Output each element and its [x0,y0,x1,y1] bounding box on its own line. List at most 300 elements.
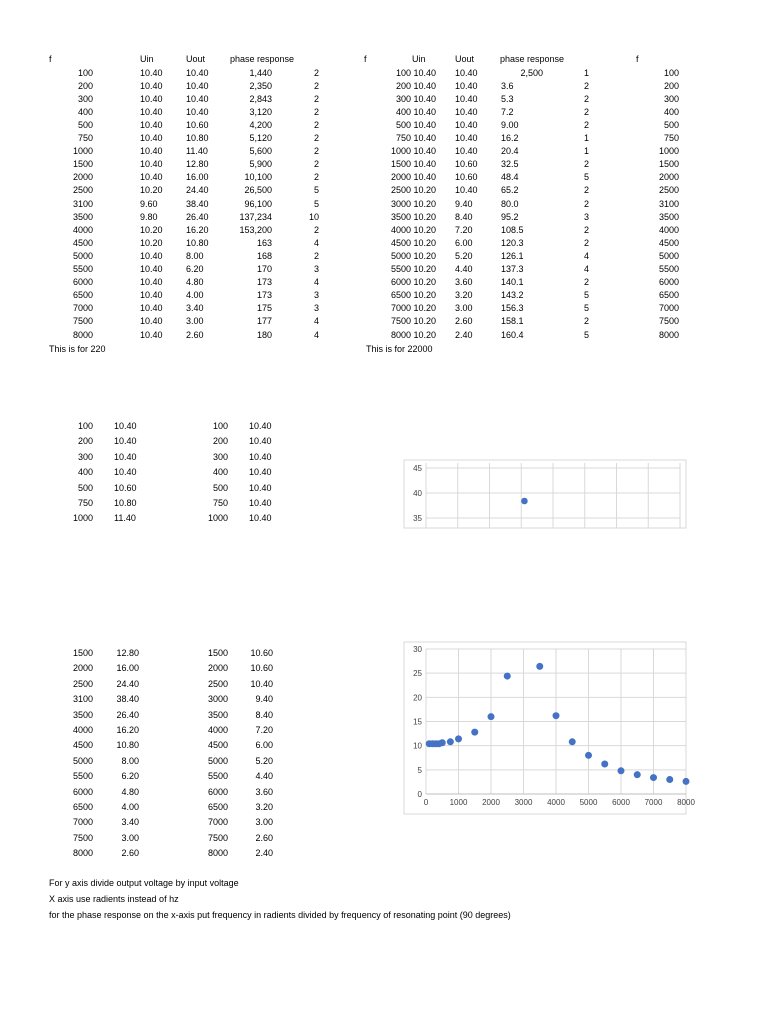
table-cell-count: 2 [583,198,589,209]
table-cell-frequency: 5500 [72,264,93,274]
table-cell-uout: 10.40 [455,185,478,196]
table-cell-frequency: 8000 [72,329,93,340]
table-cell-phase: 175 [256,303,272,314]
pair-frequency: 200 [212,436,228,447]
pair-value: 10.60 [114,482,137,493]
table-header: Uout [455,54,475,64]
table-cell-phase: 1,440 [249,67,272,78]
pair-value: 26.40 [116,709,139,720]
pair-value: 12.80 [116,648,139,658]
table-cell-phase: 2,350 [249,80,272,91]
pair-value: 3.40 [121,817,139,828]
table-cell-phase: 156.3 [501,303,524,314]
pair-frequency: 750 [212,498,228,508]
table-cell-uout: 8.00 [186,250,204,261]
table-cell-uout: 10.40 [455,67,478,78]
table-note: This is for 220 [49,343,106,354]
pair-frequency: 2000 [72,663,93,674]
table-cell-count: 2 [313,106,319,117]
pair-value: 10.80 [114,498,137,508]
table-cell-uin: 10.40 [140,290,163,301]
table-cell-frequency: 7000 [72,303,93,314]
table-cell-uout: 9.40 [455,198,473,209]
x-tick-label: 7000 [644,798,663,807]
table-cell-frequency: 7500 [72,316,93,327]
table-cell-phase: 20.4 [501,146,519,157]
table-cell-uout: 2.40 [455,329,473,340]
table-cell-phase: 163 [256,237,272,248]
table-cell-phase: 5.3 [501,93,514,104]
table-cell-uout: 10.40 [455,106,478,117]
pair-frequency: 4000 [207,725,228,735]
pair-frequency: 100 [77,421,93,431]
table-cell-uin: 10.40 [140,119,163,130]
pair-frequency: 100 [212,421,228,431]
table-cell-uin: 10.20 [140,224,163,235]
table-cell-phase: 170 [256,264,272,274]
table-cell-phase: 180 [256,329,272,340]
pair-value: 10.40 [114,451,137,462]
table-cell-frequency-uin: 1000 10.40 [390,146,436,157]
table-cell-uout: 10.40 [455,80,478,91]
table-cell-uin: 10.20 [140,237,163,248]
pair-frequency: 3500 [207,709,228,720]
table-cell-uout: 2.60 [455,316,473,327]
table-cell-uout: 10.80 [186,133,209,143]
y-tick-label: 45 [413,464,422,473]
data-point [585,752,592,759]
table-cell-phase: 2,843 [249,93,272,104]
table-cell-count: 2 [313,146,319,157]
chart-top-scatter [404,460,686,528]
table-cell-count: 2 [583,93,589,104]
pair-value: 16.00 [116,663,139,674]
data-point [439,739,446,746]
y-tick-label: 0 [417,790,422,799]
table-cell-phase: 10,100 [244,172,272,183]
pair-frequency: 300 [77,451,93,462]
table-cell-count: 1 [583,146,589,157]
pair-value: 10.60 [250,648,273,658]
table-cell-frequency: 7000 [658,303,679,314]
pair-frequency: 7000 [207,817,228,828]
table-cell-phase: 65.2 [501,185,519,196]
pair-value: 6.20 [121,771,139,782]
x-tick-label: 2000 [482,798,500,807]
pair-value: 10.40 [249,421,272,431]
table-cell-frequency: 5000 [658,250,679,261]
table-cell-frequency: 6000 [658,277,679,288]
pair-frequency: 400 [212,467,228,478]
pair-frequency: 8000 [207,848,228,859]
pair-frequency: 6500 [72,802,93,812]
table-cell-frequency: 750 [663,133,679,143]
table-cell-uin: 10.40 [140,250,163,261]
table-cell-frequency-uin: 7000 10.20 [390,303,436,314]
table-cell-frequency-uin: 750 10.40 [395,133,436,143]
pair-frequency: 500 [77,482,93,493]
table-cell-frequency: 2000 [72,172,93,183]
table-cell-uout: 10.40 [455,119,478,130]
table-cell-frequency: 3100 [72,198,93,209]
pair-value: 3.20 [255,802,273,812]
table-cell-uout: 3.00 [186,316,204,327]
pair-value: 3.60 [255,786,273,797]
data-point [569,738,576,745]
table-cell-uout: 6.20 [186,264,204,274]
table-cell-uout: 8.40 [455,211,473,222]
table-cell-phase: 160.4 [501,329,524,340]
data-point [618,767,625,774]
table-cell-phase: 140.1 [501,277,524,288]
pair-frequency: 300 [212,451,228,462]
table-cell-frequency: 5500 [658,264,679,274]
table-cell-frequency: 500 [663,119,679,130]
table-cell-frequency: 7500 [658,316,679,327]
table-cell-count: 2 [583,224,589,235]
pair-frequency: 6000 [72,786,93,797]
table-cell-uin: 10.40 [140,329,163,340]
table-cell-frequency: 8000 [658,329,679,340]
table-cell-count: 2 [313,159,319,170]
table-cell-phase: 5,600 [249,146,272,157]
pair-frequency: 400 [77,467,93,478]
y-tick-label: 40 [413,489,422,498]
table-cell-count: 5 [313,198,319,209]
table-cell-count: 3 [313,290,319,301]
table-cell-count: 3 [583,211,589,222]
pair-frequency: 4000 [72,725,93,735]
table-cell-uin: 10.20 [140,185,163,196]
table-cell-count: 4 [583,264,589,274]
table-cell-uin: 10.40 [140,93,163,104]
table-cell-frequency-uin: 7500 10.20 [390,316,436,327]
pair-value: 10.40 [250,678,273,689]
pair-frequency: 3100 [72,694,93,705]
table-cell-phase: 108.5 [501,224,524,235]
table-cell-phase: 4,200 [249,119,272,130]
table-cell-uout: 10.40 [455,93,478,104]
table-cell-phase: 177 [256,316,272,327]
y-tick-label: 10 [413,741,422,751]
x-tick-label: 6000 [612,798,630,807]
table-cell-count: 10 [308,211,319,222]
table-cell-frequency: 400 [77,106,93,117]
table-cell-phase: 80.0 [501,198,519,209]
pair-value: 5.20 [255,755,273,766]
table-header: f [636,54,639,64]
x-tick-label: 0 [423,798,429,807]
pair-value: 11.40 [114,513,136,524]
table-cell-count: 4 [313,237,319,248]
table-header: f [49,54,52,64]
pair-value: 3.00 [255,817,273,828]
table-cell-phase: 173 [256,277,272,288]
table-cell-uout: 16.00 [186,172,209,183]
pair-value: 2.60 [121,848,139,859]
table-cell-count: 2 [583,185,589,196]
table-cell-uin: 10.40 [140,146,163,157]
pair-frequency: 200 [77,436,93,447]
pair-frequency: 8000 [72,848,93,859]
pair-frequency: 6500 [207,802,228,812]
y-tick-label: 35 [413,514,422,523]
table-header: Uout [186,54,206,64]
x-tick-label: 3000 [514,798,533,807]
table-cell-count: 1 [583,133,589,143]
table-cell-frequency-uin: 2500 10.20 [390,185,436,196]
table-cell-uout: 4.80 [186,277,204,288]
table-cell-frequency: 3500 [72,211,93,222]
table-cell-count: 5 [583,172,589,183]
table-cell-frequency: 4500 [72,237,93,248]
table-cell-count: 2 [313,250,319,261]
table-cell-uin: 10.40 [140,264,163,274]
table-cell-frequency: 500 [77,119,93,130]
table-cell-frequency: 6500 [72,290,93,301]
data-point [634,771,641,778]
table-cell-frequency: 2500 [658,185,679,196]
table-cell-count: 2 [583,159,589,170]
pair-value: 10.40 [249,513,272,524]
x-tick-label: 4000 [547,798,565,807]
table-cell-frequency: 1000 [658,146,679,157]
pair-frequency: 4500 [207,740,228,751]
table-cell-frequency-uin: 100 10.40 [395,67,436,78]
table-cell-count: 2 [313,224,319,235]
table-cell-count: 4 [313,329,319,340]
table-cell-frequency-uin: 400 10.40 [395,106,436,117]
table-cell-frequency-uin: 6500 10.20 [390,290,436,301]
y-tick-label: 25 [413,669,422,679]
table-cell-count: 2 [313,172,319,183]
table-cell-uout: 10.40 [455,146,478,157]
table-cell-frequency: 4000 [658,224,679,235]
y-tick-label: 5 [417,765,422,775]
pair-value: 2.60 [255,832,273,843]
table-cell-uout: 10.40 [186,93,209,104]
table-cell-phase: 143.2 [501,290,524,301]
data-point [683,778,690,785]
pair-frequency: 7500 [72,832,93,843]
table-cell-phase: 168 [256,250,272,261]
table-cell-uout: 10.40 [186,67,209,78]
table-cell-count: 2 [313,133,319,143]
table-cell-frequency: 2500 [72,185,93,196]
table-cell-frequency-uin: 8000 10.20 [390,329,436,340]
table-cell-uout: 10.40 [455,133,478,143]
table-cell-phase: 7.2 [501,106,514,117]
data-point [521,498,528,505]
table-cell-phase: 3.6 [501,80,514,91]
instruction-note: for the phase response on the x-axis put frequency in radients divided by frequency of resonating point (90 degrees) [49,910,511,920]
pair-frequency: 1000 [72,513,93,524]
table-cell-uout: 5.20 [455,250,473,261]
pair-value: 4.40 [255,771,273,782]
table-cell-uout: 38.40 [186,198,209,209]
table-cell-count: 2 [583,80,589,91]
data-point [601,761,608,768]
table-cell-frequency-uin: 3000 10.20 [390,198,436,209]
pair-value: 10.40 [249,498,272,508]
table-cell-uout: 10.60 [186,119,209,130]
table-cell-count: 5 [583,303,589,314]
table-cell-phase: 16.2 [501,133,519,143]
table-cell-frequency-uin: 200 10.40 [395,80,436,91]
table-cell-frequency: 1000 [72,146,93,157]
table-cell-uin: 10.40 [140,80,163,91]
instruction-note: X axis use radients instead of hz [49,894,179,904]
table-header: phase response [230,54,295,64]
pair-value: 10.80 [116,740,139,751]
table-cell-count: 4 [313,316,319,327]
pair-frequency: 6000 [207,786,228,797]
pair-frequency: 500 [212,482,228,493]
table-cell-count: 4 [583,250,589,261]
table-cell-count: 2 [313,119,319,130]
pair-frequency: 3000 [207,694,228,705]
table-cell-frequency: 400 [663,106,679,117]
table-cell-uin: 9.60 [140,198,158,209]
table-cell-count: 1 [583,67,589,78]
table-cell-frequency: 300 [77,93,93,104]
table-cell-phase: 3,120 [249,106,272,117]
table-cell-phase: 48.4 [501,172,519,183]
table-cell-frequency-uin: 300 10.40 [395,93,436,104]
table-cell-uout: 10.40 [186,80,209,91]
pair-value: 8.00 [121,755,139,766]
table-cell-frequency: 4500 [658,237,679,248]
table-cell-uout: 6.00 [455,237,473,248]
pair-frequency: 5500 [72,771,93,782]
pair-value: 4.00 [121,802,139,812]
table-cell-uout: 10.60 [455,159,478,170]
pair-frequency: 7500 [207,832,228,843]
pair-frequency: 4500 [72,740,93,751]
pair-value: 24.40 [116,678,139,689]
table-cell-phase: 126.1 [501,250,524,261]
table-cell-count: 2 [313,67,319,78]
table-cell-frequency: 750 [77,133,93,143]
table-cell-uout: 3.60 [455,277,473,288]
pair-value: 10.60 [250,663,273,674]
pair-value: 6.00 [255,740,273,751]
pair-value: 3.00 [121,832,139,843]
table-cell-frequency: 6000 [72,277,93,288]
table-cell-count: 5 [583,329,589,340]
table-header: Uin [140,54,154,64]
table-cell-frequency-uin: 6000 10.20 [390,277,436,288]
table-cell-uin: 10.40 [140,172,163,183]
x-tick-label: 8000 [677,798,695,807]
table-cell-frequency: 4000 [72,224,93,235]
table-cell-phase: 137.3 [501,264,524,274]
pair-value: 4.80 [121,786,139,797]
pair-value: 16.20 [116,725,139,735]
table-cell-count: 3 [313,303,319,314]
table-cell-phase: 120.3 [501,237,524,248]
table-cell-frequency: 300 [663,93,679,104]
table-cell-phase: 173 [256,290,272,301]
pair-value: 10.40 [249,436,272,447]
table-cell-phase: 32.5 [501,159,519,170]
data-point [666,776,673,783]
pair-frequency: 5000 [207,755,228,766]
table-cell-frequency-uin: 5500 10.20 [390,264,436,274]
table-cell-uout: 16.20 [186,224,209,235]
table-cell-uin: 10.40 [140,303,163,314]
data-point [447,738,454,745]
table-header: Uin [412,54,426,64]
table-cell-frequency: 1500 [658,159,679,170]
table-cell-uout: 10.60 [455,172,478,183]
table-cell-frequency: 200 [77,80,93,91]
pair-frequency: 1500 [72,648,93,658]
table-cell-frequency: 2000 [658,172,679,183]
pair-value: 7.20 [255,725,273,735]
data-point [471,729,478,736]
table-cell-phase: 9.00 [501,119,519,130]
table-cell-uin: 10.40 [140,316,163,327]
table-cell-frequency: 5000 [72,250,93,261]
x-tick-label: 5000 [579,798,598,807]
table-cell-uout: 10.80 [186,237,209,248]
pair-value: 2.40 [255,848,273,859]
table-note: This is for 22000 [366,343,433,354]
table-cell-frequency-uin: 4500 10.20 [390,237,436,248]
data-point [536,663,543,670]
table-cell-uout: 11.40 [186,146,208,157]
chart-border [404,642,686,814]
table-cell-uout: 4.40 [455,264,473,274]
pair-value: 10.40 [249,482,272,493]
chart-main-scatter [404,642,695,814]
pair-frequency: 2000 [207,663,228,674]
table-cell-frequency-uin: 1500 10.40 [390,159,436,170]
table-cell-count: 2 [583,106,589,117]
table-cell-phase: 158.1 [501,316,524,327]
table-cell-frequency-uin: 5000 10.20 [390,250,436,261]
data-point [455,735,462,742]
table-cell-uout: 10.40 [186,106,209,117]
table-cell-phase: 137,234 [239,211,272,222]
pair-frequency: 1000 [207,513,228,524]
table-cell-phase: 153,200 [239,224,272,235]
table-cell-count: 5 [313,185,319,196]
table-cell-frequency: 6500 [658,290,679,301]
table-cell-count: 5 [583,290,589,301]
pair-value: 10.40 [114,436,137,447]
y-tick-label: 20 [413,693,422,703]
table-cell-uin: 10.40 [140,277,163,288]
table-header: f [364,54,367,64]
table-cell-phase: 5,900 [249,159,272,170]
table-cell-uout: 7.20 [455,224,473,235]
table-cell-uout: 3.20 [455,290,473,301]
table-cell-uin: 10.40 [140,67,163,78]
table-header: phase response [500,54,565,64]
pair-frequency: 5500 [207,771,228,782]
pair-frequency: 2500 [207,678,228,689]
table-cell-uout: 3.40 [186,303,204,314]
table-cell-phase: 26,500 [244,185,272,196]
y-tick-label: 15 [413,717,422,727]
pair-frequency: 7000 [72,817,93,828]
pair-value: 8.40 [255,709,273,720]
table-cell-frequency: 3500 [658,211,679,222]
table-cell-phase: 5,120 [249,133,272,143]
table-cell-phase: 2,500 [520,67,543,78]
